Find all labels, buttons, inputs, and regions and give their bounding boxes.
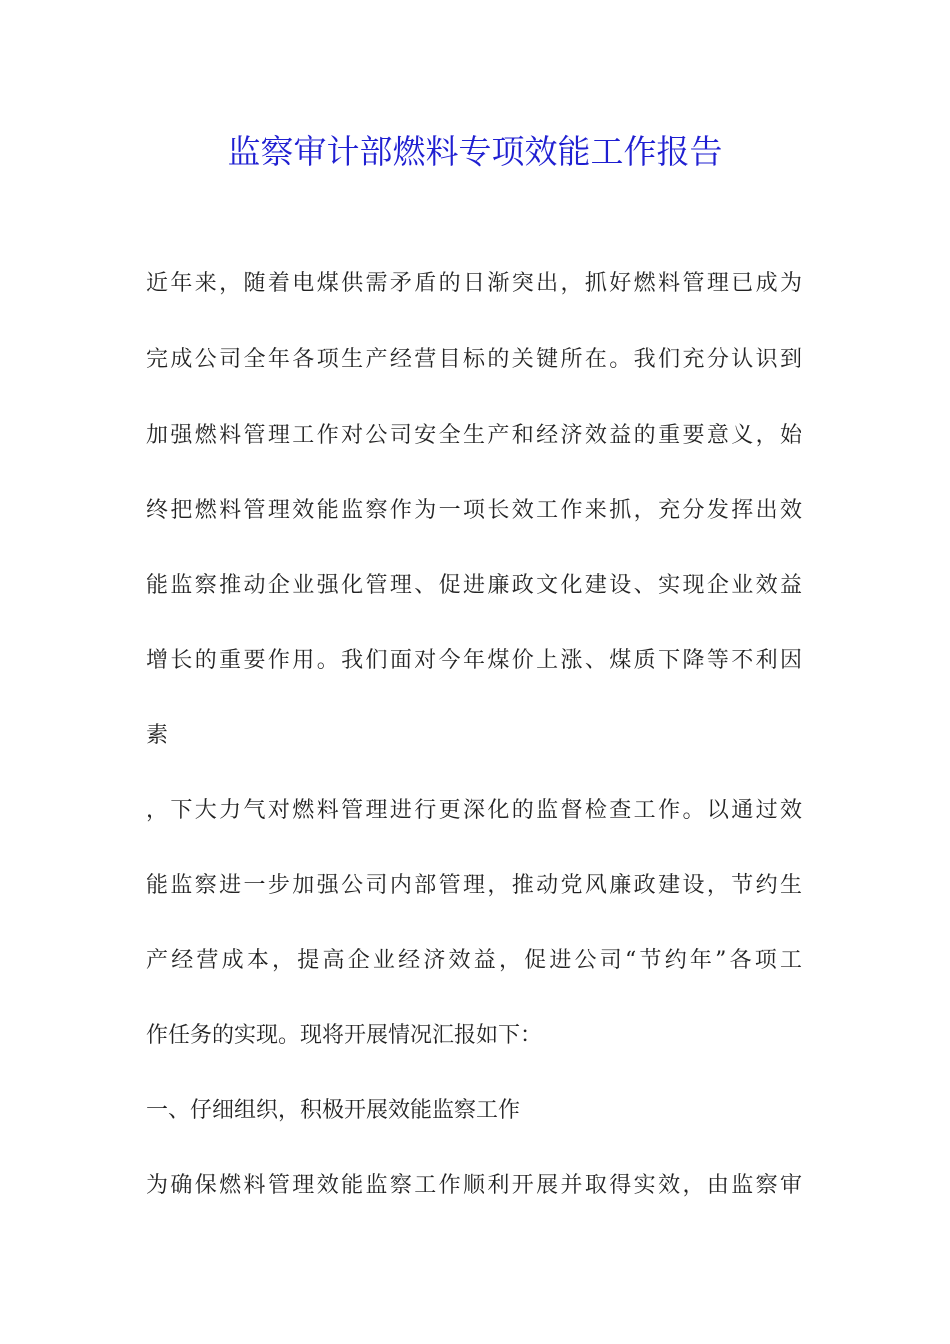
- page-title: 监察审计部燃料专项效能工作报告: [227, 132, 723, 171]
- body-line: 终把燃料管理效能监察作为一项长效工作来抓，充分发挥出效: [146, 498, 802, 523]
- body-line: 近年来，随着电煤供需矛盾的日渐突出，抓好燃料管理已成为: [146, 271, 802, 296]
- body-line: 能监察进一步加强公司内部管理，推动党风廉政建设，节约生: [146, 873, 802, 898]
- body-line: ，下大力气对燃料管理进行更深化的监督检查工作。以通过效: [146, 798, 802, 823]
- body-line: 增长的重要作用。我们面对今年煤价上涨、煤质下降等不利因: [146, 648, 802, 673]
- body-line: 为确保燃料管理效能监察工作顺利开展并取得实效，由监察审: [146, 1173, 802, 1198]
- body-line: 作任务的实现。现将开展情况汇报如下：: [146, 1023, 543, 1048]
- body-line: 完成公司全年各项生产经营目标的关键所在。我们充分认识到: [146, 347, 802, 372]
- body-line: 加强燃料管理工作对公司安全生产和经济效益的重要意义，始: [146, 423, 802, 448]
- body-line: 素: [146, 723, 169, 748]
- body-line: 能监察推动企业强化管理、促进廉政文化建设、实现企业效益: [146, 573, 802, 598]
- section-heading: 一、仔细组织，积极开展效能监察工作: [146, 1098, 521, 1123]
- body-line: 产经营成本，提高企业经济效益，促进公司“节约年”各项工: [146, 948, 802, 973]
